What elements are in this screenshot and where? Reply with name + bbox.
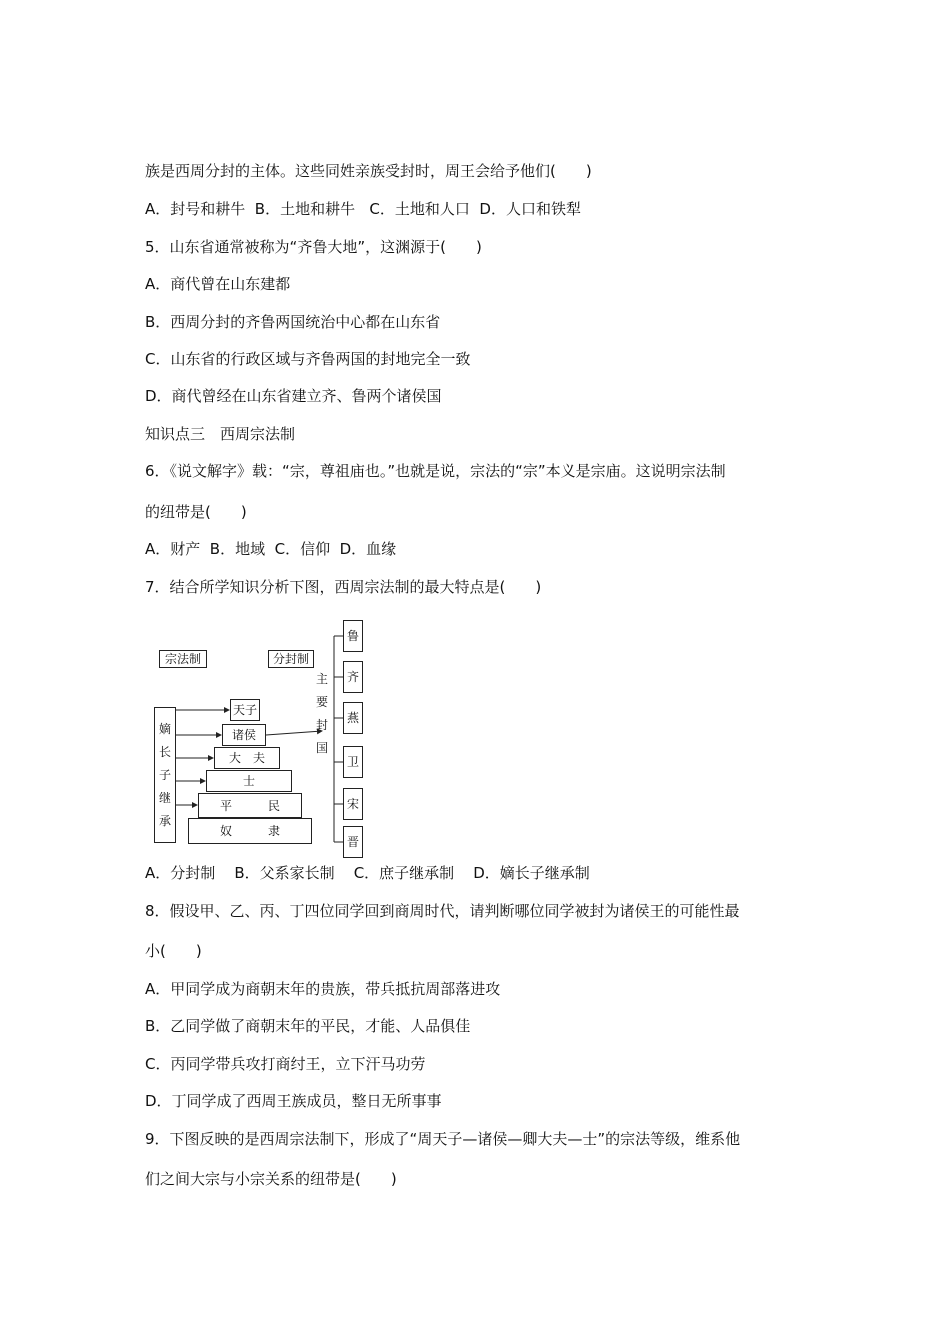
option-8c: C．丙同学带兵攻打商纣王，立下汗马功劳 (145, 1055, 426, 1073)
question-9-cont: 们之间大宗与小宗关系的纽带是( ) (145, 1170, 397, 1188)
question-8: 8．假设甲、乙、丙、丁四位同学回到商周时代，请判断哪位同学被封为诸侯王的可能性最 (145, 902, 740, 920)
options-6: A．财产 B．地域 C．信仰 D．血缘 (145, 540, 397, 558)
states-label-char: 要 (315, 695, 328, 709)
question-9: 9．下图反映的是西周宗法制下，形成了“周天子—诸侯—卿大夫—士”的宗法等级，维系他 (145, 1130, 741, 1148)
pyramid-tianzi: 天子 (230, 699, 260, 721)
label-fenfeng: 分封制 (268, 650, 314, 668)
state-lu: 鲁 (343, 620, 363, 652)
option-5d: D．商代曾经在山东省建立齐、鲁两个诸侯国 (145, 387, 442, 405)
state-song: 宋 (343, 788, 363, 820)
option-8a: A．甲同学成为商朝末年的贵族，带兵抵抗周部落进攻 (145, 980, 501, 998)
label-zongfa: 宗法制 (159, 650, 207, 668)
inheritance-char: 承 (158, 813, 171, 828)
pyramid-shi: 士 (206, 770, 292, 792)
state-jin: 晋 (343, 826, 363, 858)
diagram-connectors (152, 613, 372, 858)
zongfa-fenfeng-diagram (152, 613, 372, 858)
states-label-char: 封 (315, 718, 328, 732)
inheritance-char: 子 (158, 767, 171, 782)
option-8d: D．丁同学成了西周王族成员，整日无所事事 (145, 1092, 442, 1110)
option-8b: B．乙同学做了商朝末年的平民，才能、人品俱佳 (145, 1017, 471, 1035)
pyramid-nuli: 奴 隶 (188, 818, 312, 844)
state-wei: 卫 (343, 746, 363, 778)
inheritance-char: 继 (158, 790, 171, 805)
options-7: A．分封制 B．父系家长制 C．庶子继承制 D．嫡长子继承制 (145, 864, 590, 882)
pyramid-dafu: 大 夫 (214, 747, 280, 769)
states-label-char: 主 (315, 672, 328, 686)
option-5c: C．山东省的行政区域与齐鲁两国的封地完全一致 (145, 350, 471, 368)
question-5: 5．山东省通常被称为“齐鲁大地”，这渊源于( ) (145, 238, 482, 256)
section-heading: 知识点三 西周宗法制 (145, 425, 296, 443)
state-yan: 燕 (343, 702, 363, 734)
pyramid-pingmin: 平 民 (198, 793, 302, 818)
text-line-1: 族是西周分封的主体。这些同姓亲族受封时，周王会给予他们( ) (145, 162, 592, 180)
inheritance-char: 嫡 (158, 721, 171, 736)
state-qi: 齐 (343, 661, 363, 693)
pyramid-zhuhou: 诸侯 (222, 724, 266, 746)
question-6: 6．《说文解字》载：“宗，尊祖庙也。”也就是说，宗法的“宗”本义是宗庙。这说明宗法制 (145, 462, 726, 480)
question-6-cont: 的纽带是( ) (145, 503, 247, 521)
text-line-2: A．封号和耕牛 B．土地和耕牛 C．土地和人口 D．人口和铁犁 (145, 200, 581, 218)
inheritance-char: 长 (158, 744, 171, 759)
option-5a: A．商代曾在山东建都 (145, 275, 291, 293)
states-label-char: 国 (315, 741, 328, 755)
question-7: 7．结合所学知识分析下图，西周宗法制的最大特点是( ) (145, 578, 542, 596)
question-8-cont: 小( ) (145, 942, 202, 960)
option-5b: B．西周分封的齐鲁两国统治中心都在山东省 (145, 313, 441, 331)
